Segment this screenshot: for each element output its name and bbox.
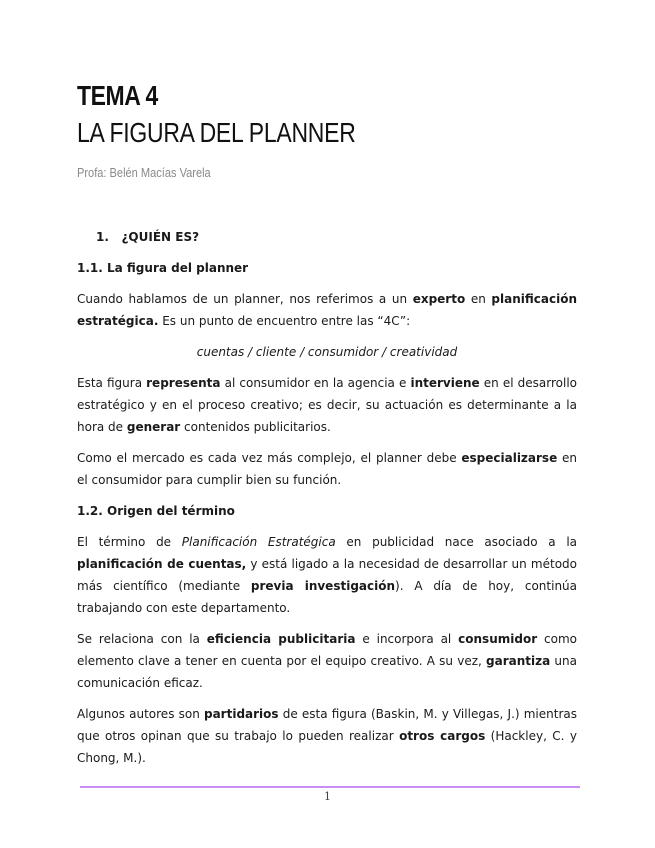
centered-quote: cuentas / cliente / consumidor / creatividad [196,345,458,359]
document-title: LA FIGURA DEL PLANNER [77,117,356,148]
section-heading [96,226,577,248]
section-title: ¿QUIÉN ES? [121,230,200,244]
subsection-heading: 1.2. Origen del término [77,504,235,518]
paragraph: Como el mercado es cada vez más complejo, el planner debe especializarse en el consumidor para cumplir bien su función. [77,451,577,487]
document-body [77,226,577,778]
page-number: 1 [324,790,331,803]
footer-divider [80,786,580,788]
author-line: Profa: Belén Macías Varela [77,165,211,180]
document-title-topic: TEMA 4 [77,80,158,111]
section-number: 1. [96,230,109,244]
paragraph: Algunos autores son partidarios de esta figura (Baskin, M. y Villegas, J.) mientras que otros opinan que su trabajo lo pueden realizar otros cargos (Hackley, C. y Chong, M.). [77,707,577,765]
paragraph: Esta figura representa al consumidor en la agencia e interviene en el desarrollo estratégico y en el proceso creativo; es decir, su actuación es determinante a la hora de generar contenidos publicitarios. [77,376,577,434]
paragraph: Cuando hablamos de un planner, nos referimos a un experto en planificación estratégica. Es un punto de encuentro entre las “4C”: [77,292,577,328]
paragraph: Se relaciona con la eficiencia publicitaria e incorpora al consumidor como elemento clave a tener en cuenta por el equipo creativo. A su vez, garantiza una comunicación eficaz. [77,632,577,690]
paragraph: El término de Planificación Estratégica en publicidad nace asociado a la planificación de cuentas, y está ligado a la necesidad de desarrollar un método más científico (mediante previa investigación). A día de hoy, continúa trabajando con este departamento. [77,535,578,615]
subsection-heading: 1.1. La figura del planner [77,261,249,275]
